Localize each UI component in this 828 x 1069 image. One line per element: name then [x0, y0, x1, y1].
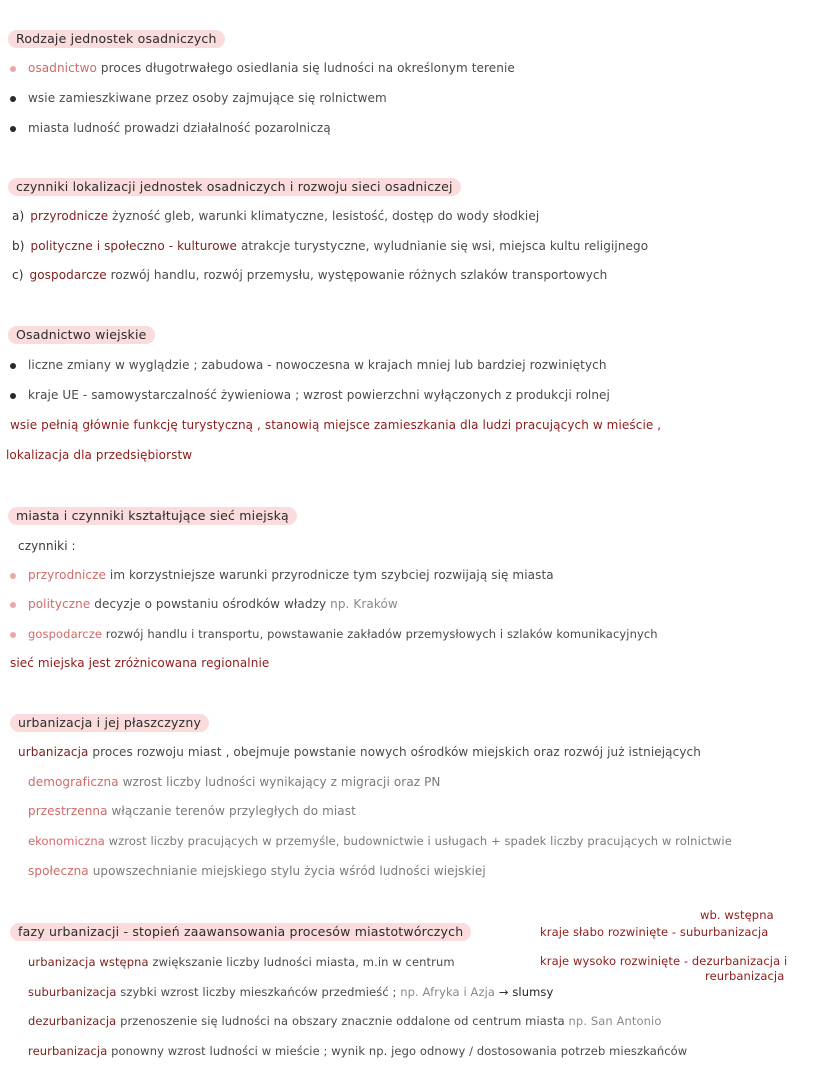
bullet-icon	[10, 66, 16, 72]
list-item: miasta ludność prowadzi działalność pozarolniczą	[10, 121, 331, 135]
section-title-urbanization: urbanizacja i jej płaszczyzny	[10, 714, 209, 732]
note-red-line: sieć miejska jest zróżnicowana regionalnie	[10, 656, 270, 670]
bullet-icon	[10, 393, 16, 399]
list-item: urbanizacja wstępna zwiększanie liczby ludności miasta, m.in w centrum	[28, 955, 455, 969]
list-item: społeczna upowszechnianie miejskiego stylu życia wśród ludności wiejskiej	[28, 864, 486, 878]
list-item: a) przyrodnicze żyzność gleb, warunki klimatyczne, lesistość, dostęp do wody słodkiej	[12, 209, 540, 223]
section-title-location-factors: czynniki lokalizacji jednostek osadniczych i rozwoju sieci osadniczej	[8, 178, 461, 196]
bullet-icon	[10, 632, 16, 638]
bullet-icon	[10, 96, 16, 102]
bullet-icon	[10, 126, 16, 132]
section-title-urbanization-phases: fazy urbanizacji - stopień zaawansowania procesów miastotwórczych	[10, 923, 471, 941]
side-note-row-2: kraje wysoko rozwinięte - dezurbanizacja i	[540, 954, 788, 968]
note-red-line-2: lokalizacja dla przedsiębiorstw	[6, 448, 193, 462]
list-item: polityczne decyzje o powstaniu ośrodków władzy np. Kraków	[10, 597, 398, 611]
side-note-top-label: wb. wstępna	[700, 908, 774, 922]
side-note-row-1: kraje słabo rozwinięte - suburbanizacja	[540, 925, 769, 939]
bullet-icon	[10, 573, 16, 579]
list-item: liczne zmiany w wyglądzie ; zabudowa - nowoczesna w krajach mniej lub bardziej rozwiniętych	[10, 358, 607, 372]
bullet-icon	[10, 602, 16, 608]
list-item: ekonomiczna wzrost liczby pracujących w przemyśle, budownictwie i usługach + spadek liczby pracujących w rolnictwie	[28, 834, 732, 848]
list-item: wsie zamieszkiwane przez osoby zajmujące się rolnictwem	[10, 91, 387, 105]
list-item: kraje UE - samowystarczalność żywieniowa ; wzrost powierzchni wyłączonych z produkcji rolnej	[10, 388, 610, 402]
list-item: przyrodnicze im korzystniejsze warunki przyrodnicze tym szybciej rozwijają się miasta	[10, 568, 554, 582]
section-title-cities: miasta i czynniki kształtujące sieć miejską	[8, 507, 297, 525]
list-item: przestrzenna włączanie terenów przyległych do miast	[28, 804, 356, 818]
arrow-right-icon: →	[498, 985, 509, 999]
note-red-line-1: wsie pełnią głównie funkcję turystyczną , stanowią miejsce zamieszkania dla ludzi pracujących w mieście ,	[10, 418, 662, 432]
list-item: c) gospodarcze rozwój handlu, rozwój przemysłu, występowanie różnych szlaków transportowych	[12, 268, 608, 282]
subtitle-factors: czynniki :	[18, 539, 76, 553]
list-item: dezurbanizacja przenoszenie się ludności na obszary znacznie oddalone od centrum miasta np. San Antonio	[28, 1014, 662, 1028]
list-item: suburbanizacja szybki wzrost liczby mieszkańców przedmieść ; np. Afryka i Azja → slumsy	[28, 985, 554, 999]
list-item: demograficzna wzrost liczby ludności wynikający z migracji oraz PN	[28, 775, 441, 789]
list-item: gospodarcze rozwój handlu i transportu, powstawanie zakładów przemysłowych i szlaków komunikacyjnych	[10, 627, 658, 641]
list-item: reurbanizacja ponowny wzrost ludności w mieście ; wynik np. jego odnowy / dostosowania potrzeb mieszkańców	[28, 1044, 688, 1058]
section-title-rural-settlement: Osadnictwo wiejskie	[8, 326, 155, 344]
list-item: osadnictwo proces długotrwałego osiedlania się ludności na określonym terenie	[10, 61, 515, 75]
definition-urbanization: urbanizacja proces rozwoju miast , obejmuje powstanie nowych ośrodków miejskich oraz rozwój już istniejących	[18, 745, 701, 759]
side-note-row-2b: reurbanizacja	[705, 969, 785, 983]
list-item: b) polityczne i społeczno - kulturowe atrakcje turystyczne, wyludnianie się wsi, miejsca kultu religijnego	[12, 239, 649, 253]
bullet-icon	[10, 363, 16, 369]
section-title-settlement-types: Rodzaje jednostek osadniczych	[8, 30, 225, 48]
